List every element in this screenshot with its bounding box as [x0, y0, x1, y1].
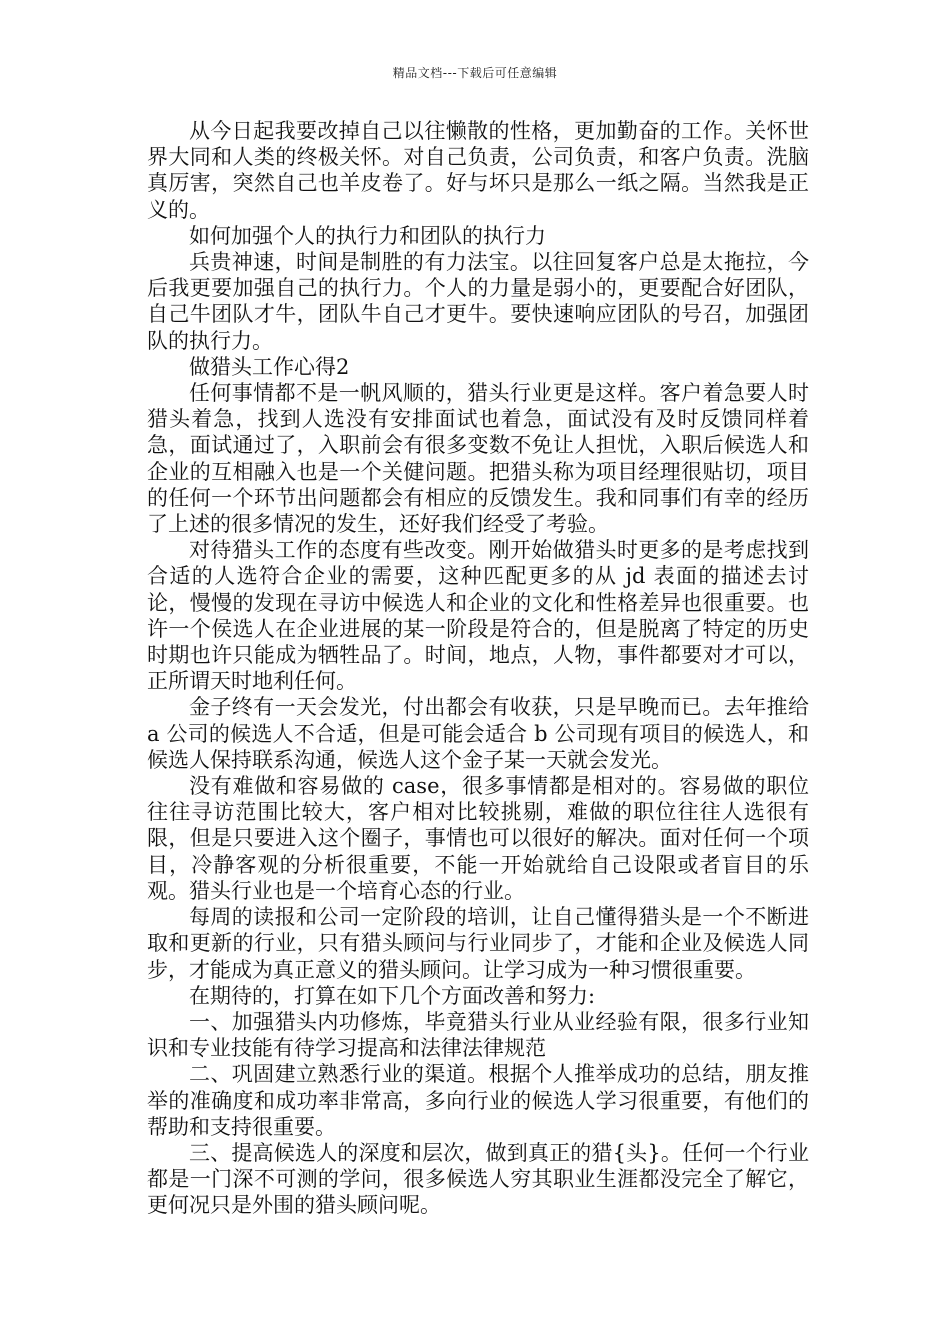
- paragraph: 从今日起我要改掉自己以往懒散的性格，更加勤奋的工作。关怀世界大同和人类的终极关怀。对自己负责，公司负责，和客户负责。洗脑真厉害，突然自己也羊皮卷了。好与坏只是那么一纸之隔。当然我是正义的。: [147, 119, 809, 222]
- paragraph: 没有难做和容易做的 case，很多事情都是相对的。容易做的职位往往寻访范围比较大，客户相对比较挑剔，难做的职位往往人选很有限，但是只要进入这个圈子，事情也可以很好的解决。面对任何一个项目，冷静客观的分析很重要，不能一开始就给自己设限或者盲目的乐观。猎头行业也是一个培育心态的行业。: [147, 774, 809, 903]
- list-item: 一、加强猎头内功修炼，毕竟猎头行业从业经验有限，很多行业知识和专业技能有待学习提高和法律法律规范: [147, 1009, 809, 1061]
- section-heading: 如何加强个人的执行力和团队的执行力: [189, 223, 546, 248]
- list-item: 二、巩固建立熟悉行业的渠道。根据个人推举成功的总结，朋友推举的准确度和成功率非常高，多向行业的候选人学习很重要，有他们的帮助和支持很重要。: [147, 1062, 809, 1139]
- paragraph: 每周的读报和公司一定阶段的培训，让自己懂得猎头是一个不断进取和更新的行业，只有猎头顾问与行业同步了，才能和企业及候选人同步，才能成为真正意义的猎头顾问。让学习成为一种习惯很重要。: [147, 905, 809, 982]
- list-item: 三、提高候选人的深度和层次，做到真正的猎{头}。任何一个行业都是一门深不可测的学问，很多候选人穷其职业生涯都没完全了解它，更何况只是外围的猎头顾问呢。: [147, 1140, 809, 1218]
- document-body: [147, 118, 809, 1219]
- page-header: 精品文档---下载后可任意编辑: [392, 66, 558, 80]
- paragraph: 在期待的，打算在如下几个方面改善和努力:: [189, 983, 596, 1008]
- paragraph: 兵贵神速，时间是制胜的有力法宝。以往回复客户总是太拖拉，今后我更要加强自己的执行力。个人的力量是弱小的，更要配合好团队，自己牛团队才牛，团队牛自己才更牛。要快速响应团队的号召，加强团队的执行力。: [147, 250, 809, 353]
- paragraph: 对待猎头工作的态度有些改变。刚开始做猎头时更多的是考虑找到合适的人选符合企业的需要，这种匹配更多的从 jd 表面的描述去讨论，慢慢的发现在寻访中候选人和企业的文化和性格差异也很重要。也许一个侯选人在企业进展的某一阶段是符合的，但是脱离了特定的历史时期也许只能成为牺牲品了。时间，地点，人物，事件都要对才可以，正所谓天时地利任何。: [147, 538, 809, 694]
- paragraph: 金子终有一天会发光，付出都会有收获，只是早晚而已。去年推给 a 公司的候选人不合适，但是可能会适合 b 公司现有项目的候选人，和候选人保持联系沟通，候选人这个金子某一天就会发光。: [147, 695, 809, 772]
- paragraph: 任何事情都不是一帆风顺的，猎头行业更是这样。客户着急要人时猎头着急，找到人选没有安排面试也着急，面试没有及时反馈同样着急，面试通过了，入职前会有很多变数不免让人担忧，入职后候选人和企业的互相融入也是一个关健问题。把猎头称为项目经理很贴切，项目的任何一个环节出问题都会有相应的反馈发生。我和同事们有幸的经历了上述的很多情况的发生，还好我们经受了考验。: [147, 381, 809, 537]
- section-heading: 做猎头工作心得2: [189, 354, 350, 379]
